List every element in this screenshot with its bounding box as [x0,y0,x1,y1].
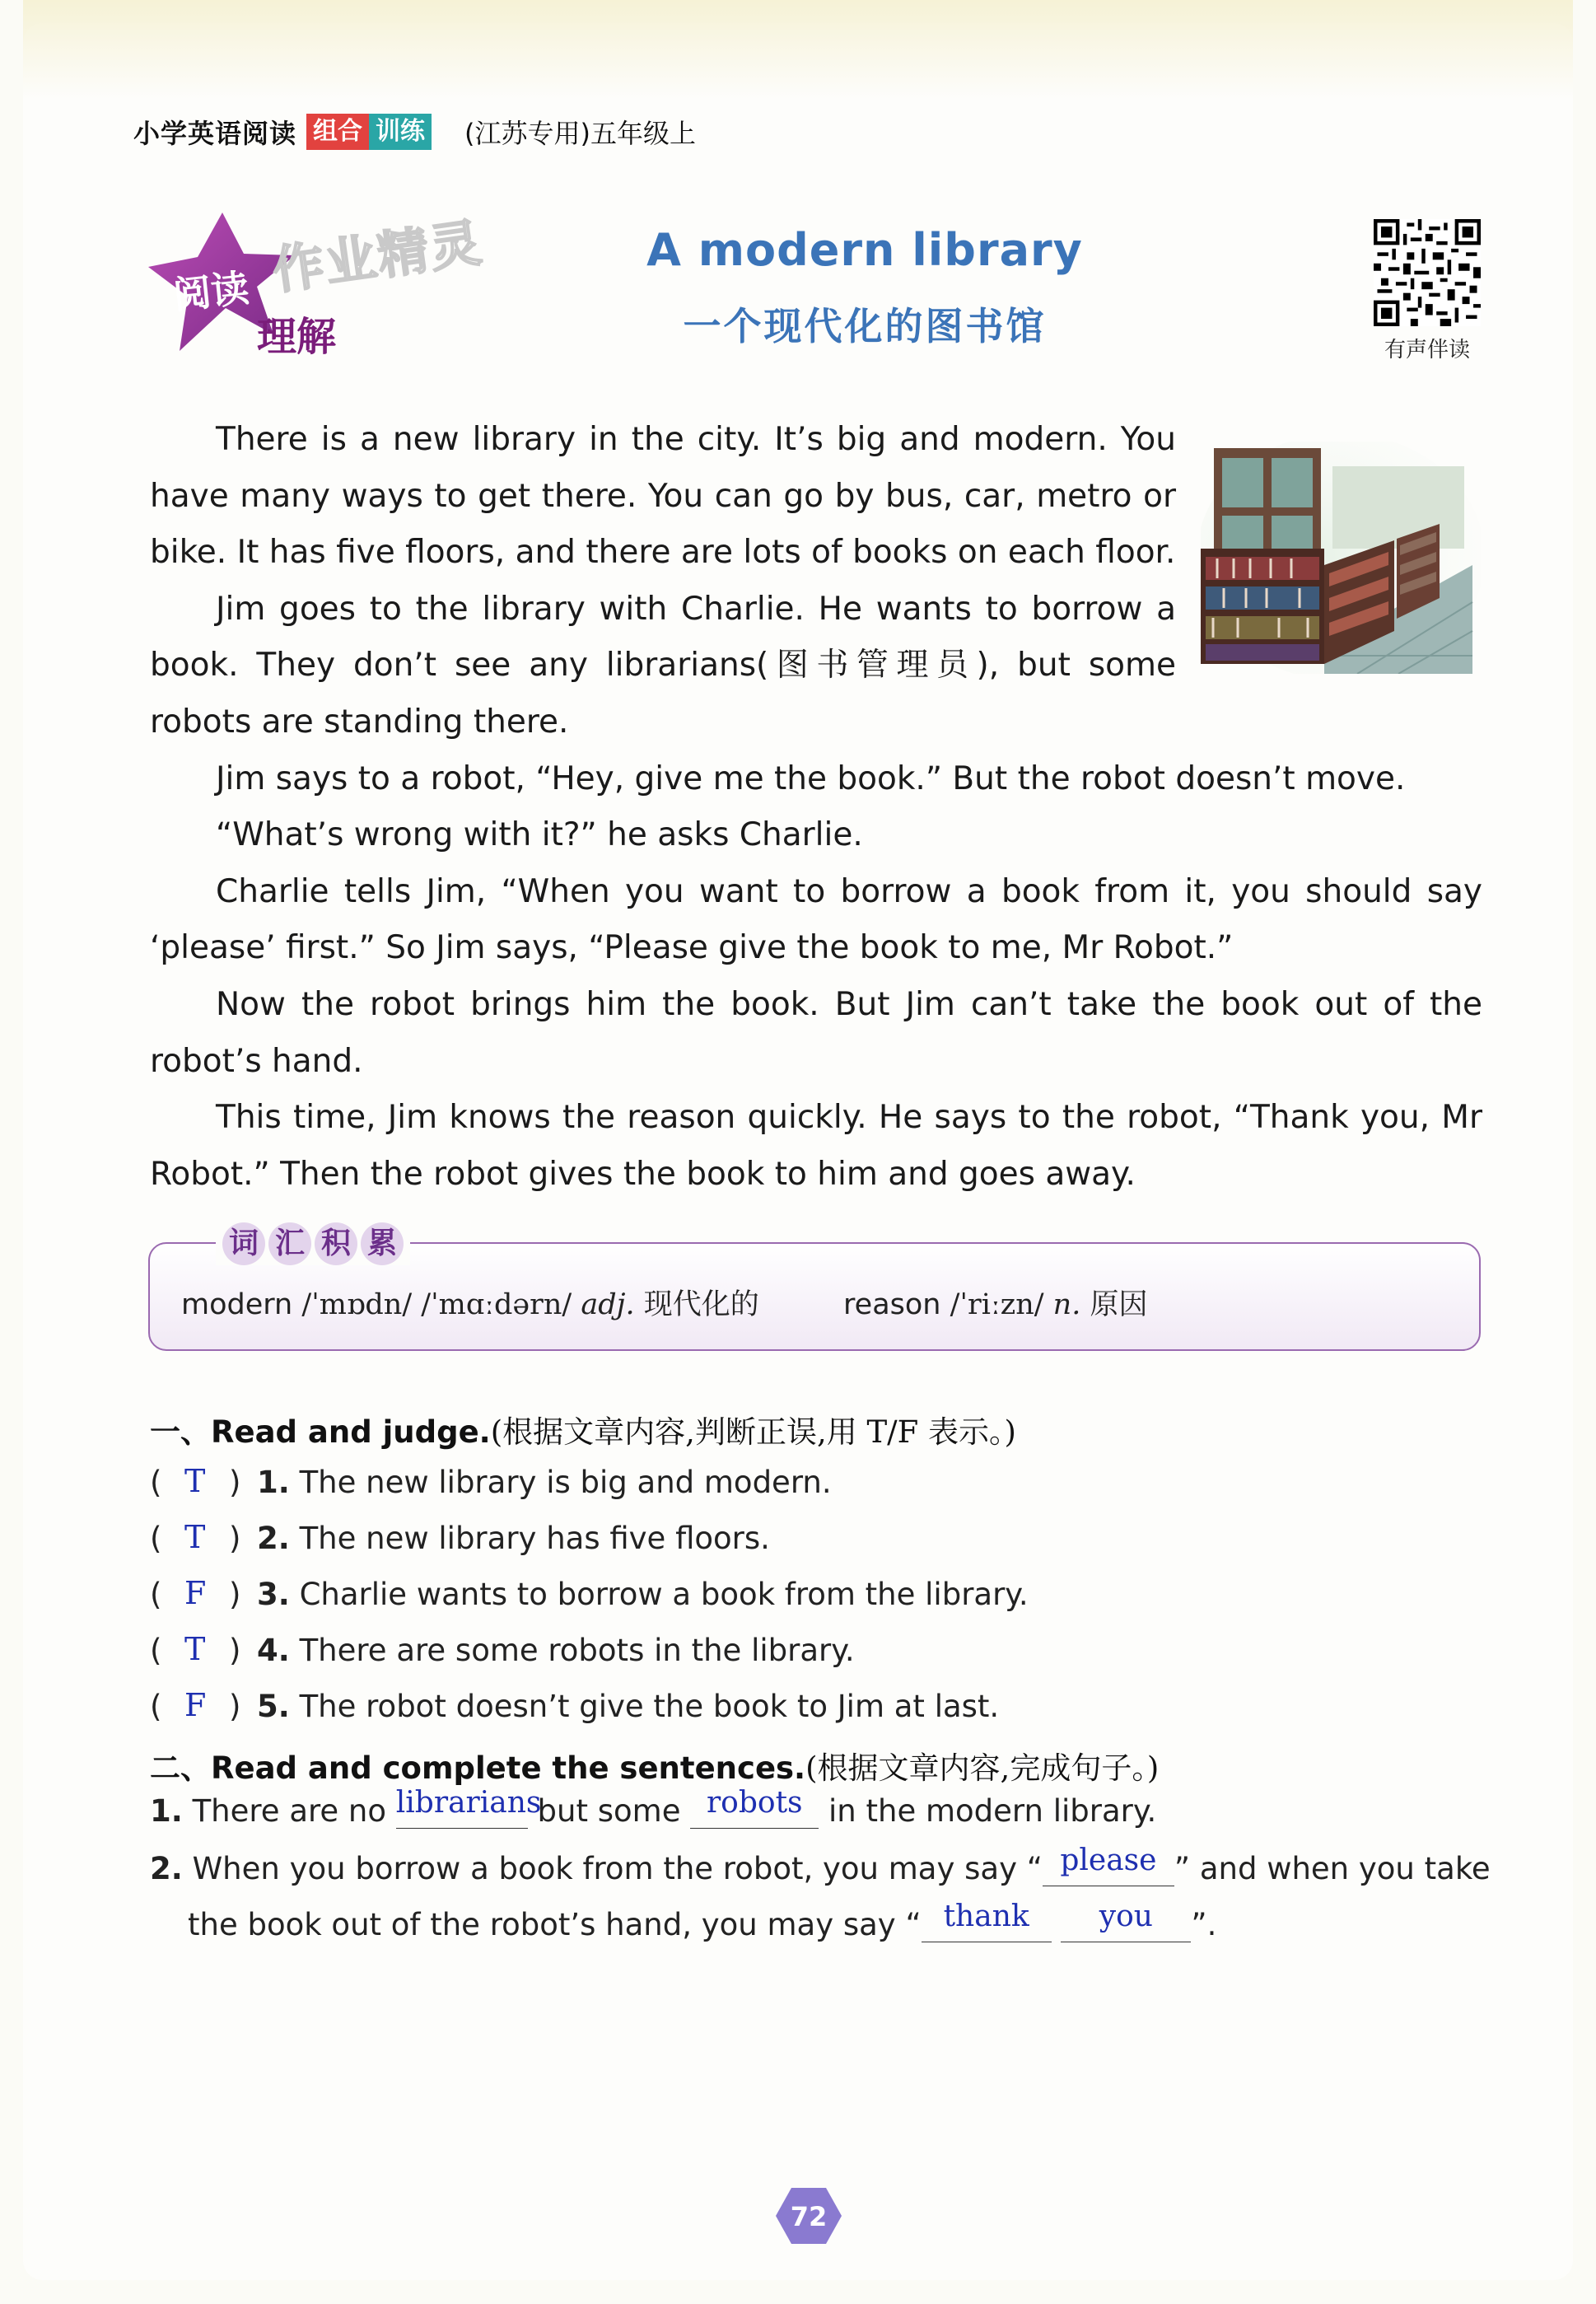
vocab-phonetic: /ˈriːzn/ [950,1288,1044,1321]
section-judge-heading: 一、Read and judge. [150,1414,491,1450]
sentence-text: ” and when you take [1174,1851,1491,1886]
answer-blank[interactable] [690,1786,819,1829]
series-tag-training: 训练 [369,114,432,150]
page-top-glow [23,0,1573,99]
sentence-text: in the modern library. [828,1793,1157,1829]
section-complete-instruction: (根据文章内容,完成句子。) [805,1750,1160,1786]
book-header [133,112,696,152]
section-complete-heading: 二、Read and complete the sentences. [150,1750,806,1786]
handwritten-answer: F [184,1687,207,1723]
edition-label: (江苏专用)五年级上 [464,118,696,149]
section-judge-title [150,1407,1016,1451]
handwritten-answer: T [184,1631,206,1667]
item-number: 5. [257,1689,290,1724]
passage-paragraph: There is a new library in the city. It’s big and modern. You have many ways to get there. You can go by bus, car, metro or bike. It has five floors, and there are lots of books on each floor. [150,421,1176,572]
vocab-phonetic: /ˈmɒdn/ /ˈmɑːdərn/ [301,1288,572,1321]
vocabulary-heading-char: 汇 [268,1222,311,1265]
section-judge-instruction: (根据文章内容,判断正误,用 T/F 表示。) [490,1414,1016,1450]
item-number: 2. [150,1851,183,1886]
vocab-meaning: 现代化的 [643,1288,759,1321]
sentence-text: When you borrow a book from the robot, you may say “ [192,1851,1043,1886]
vocabulary-heading [216,1222,410,1265]
handwritten-answer: T [184,1519,206,1555]
passage-paragraph: Charlie tells Jim, “When you want to borrow a book from it, you should say ‘please’ first.” So Jim says, “Please give the book to me, Mr Robot.” [150,872,1482,967]
passage-paragraph: Now the robot brings him the book. But Jim can’t take the book out of the robot’s hand. [150,985,1482,1080]
vocabulary-heading-char: 积 [315,1222,357,1265]
passage-paragraph: Jim says to a robot, “Hey, give me the book.” But the robot doesn’t move. [216,759,1406,797]
item-text: The robot doesn’t give the book to Jim at last. [299,1689,1000,1724]
sentence-text: the book out of the robot’s hand, you may say “ [188,1907,922,1942]
handwritten-answer: robots [706,1786,803,1820]
sentence-text: There are no [192,1793,387,1829]
qr-code-icon[interactable] [1374,219,1481,326]
answer-parentheses: ( F ) [150,1575,241,1612]
handwritten-answer: T [184,1463,206,1499]
handwritten-answer: please [1060,1844,1157,1877]
judge-item [150,1577,1029,1612]
answer-blank[interactable] [1043,1844,1174,1886]
item-number: 3. [257,1577,290,1612]
vocabulary-heading-char: 累 [361,1222,404,1265]
title-chinese: 一个现代化的图书馆 [683,304,1047,348]
item-text: There are some robots in the library. [299,1633,855,1668]
answer-parentheses: ( T ) [150,1463,241,1500]
answer-blank[interactable] [395,1786,542,1829]
item-number: 2. [257,1521,290,1556]
vocab-word: modern [181,1288,293,1321]
item-number: 1. [257,1465,290,1500]
passage-paragraph: Jim goes to the library with Charlie. He wants to borrow a book. They don’t see any librarians(图书管理员), but some robots are standing there. [150,590,1176,741]
fill-question-2-line-2 [188,1900,1217,1942]
passage-paragraph: This time, Jim knows the reason quickly. He says to the robot, “Thank you, Mr Robot.” Then the robot gives the book to him and goes away. [150,1099,1482,1193]
judge-item [150,1465,832,1500]
answer-parentheses: ( T ) [150,1519,241,1556]
fill-question-2 [150,1844,1491,1886]
badge-label-comprehension: 理解 [257,314,337,360]
vocab-pos: n. [1052,1288,1081,1321]
series-title: 小学英语阅读 [133,118,297,149]
vocab-pos: adj. [581,1288,635,1321]
handwritten-answer: librarians [395,1786,542,1820]
item-text: The new library has five floors. [299,1521,770,1556]
sentence-text: but some [537,1793,681,1829]
answer-blank[interactable] [922,1900,1052,1942]
answer-blank[interactable] [1061,1900,1191,1942]
passage-paragraph: “What’s wrong with it?” he asks Charlie. [216,816,863,854]
title-english: A modern library [646,224,1083,276]
page-number: 72 [790,2201,828,2232]
qr-audio-label: 有声伴读 [1384,338,1470,362]
item-text: Charlie wants to borrow a book from the library. [299,1577,1029,1612]
vocab-meaning: 原因 [1090,1288,1148,1321]
item-number: 4. [257,1633,290,1668]
handwritten-answer: F [184,1575,207,1611]
item-text: The new library is big and modern. [299,1465,832,1500]
judge-item [150,1521,770,1556]
series-tag-combo: 组合 [306,114,369,150]
badge-label-reading: 阅读 [170,265,251,318]
sentence-text: ”. [1191,1907,1217,1942]
vocabulary-heading-char: 词 [222,1222,265,1265]
answer-parentheses: ( F ) [150,1687,241,1724]
page-number-badge [774,2186,843,2246]
judge-item [150,1633,855,1668]
section-complete-title [150,1743,1159,1788]
fill-question-1 [150,1786,1157,1829]
vocab-word: reason [843,1288,941,1321]
answer-parentheses: ( T ) [150,1631,241,1668]
watermark: 作业精灵 [268,212,487,301]
vocabulary-entries [181,1282,1148,1323]
judge-item [150,1689,999,1724]
reading-passage [150,412,1482,1203]
handwritten-answer: thank [943,1900,1029,1933]
handwritten-answer: you [1099,1900,1153,1933]
item-number: 1. [150,1793,183,1829]
